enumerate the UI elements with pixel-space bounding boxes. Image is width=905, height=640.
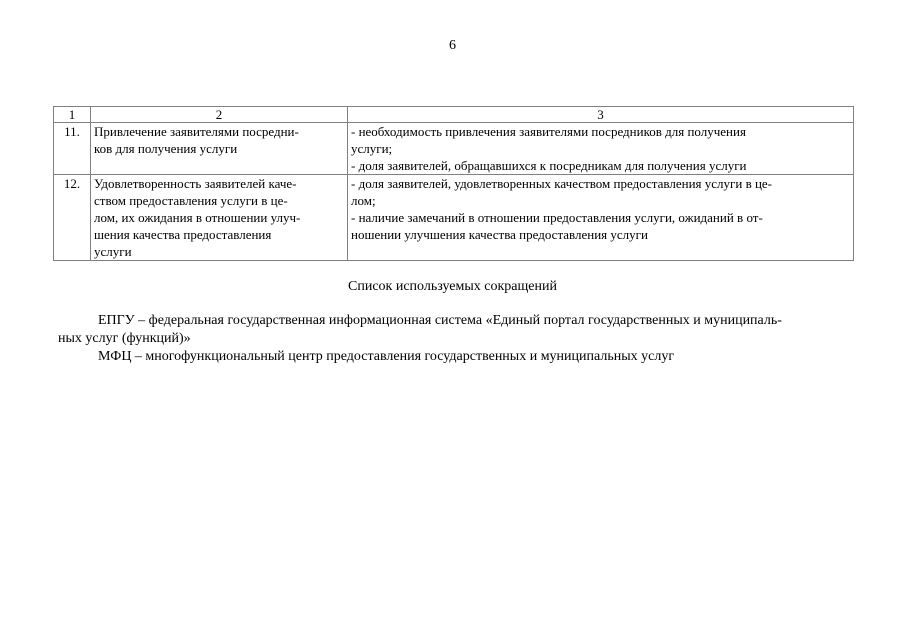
table-header-cell: 2 [91,107,348,123]
indicator-name-cell [91,175,348,261]
cell-line: ством предоставления услуги в це- [94,193,288,208]
cell-line: лом, их ожидания в отношении улуч- [94,210,301,225]
indicator-value-cell [348,175,854,261]
cell-line: - наличие замечаний в отношении предоставления услуги, ожиданий в от- [351,210,763,225]
abbreviation-item [58,312,848,348]
cell-line: - доля заявителей, обращавшихся к посредникам для получения услуги [351,158,747,173]
cell-line: Удовлетворенность заявителей каче- [94,176,297,191]
indicator-value-cell [348,123,854,175]
indicator-name-cell [91,123,348,175]
table-row [54,175,854,261]
cell-line: услуги [94,244,132,259]
cell-line: - доля заявителей, удовлетворенных качеством предоставления услуги в це- [351,176,773,191]
cell-line: ношении улучшения качества предоставления услуги [351,227,648,242]
table-header-cell: 3 [348,107,854,123]
abbreviation-line: МФЦ – многофункциональный центр предоставления государственных и муниципальных услуг [98,349,675,364]
cell-line: лом; [351,193,376,208]
cell-line: - необходимость привлечения заявителями посредников для получения [351,124,746,139]
cell-line: Привлечение заявителями посредни- [94,124,299,139]
page-number: 6 [449,38,456,53]
row-number: 11. [54,123,91,175]
abbreviation-line: ных услуг (функций)» [58,331,191,346]
abbreviations-title: Список используемых сокращений [348,279,557,294]
table-header-row [54,107,854,123]
table-row [54,123,854,175]
cell-line: услуги; [351,141,393,156]
abbreviation-item [58,348,848,366]
row-number: 12. [54,175,91,261]
table-header-cell: 1 [54,107,91,123]
cell-line: ков для получения услуги [94,141,238,156]
abbreviation-line: ЕПГУ – федеральная государственная информационная система «Единый портал государственных и муниципаль- [98,313,782,328]
indicators-table [53,106,854,261]
cell-line: шения качества предоставления [94,227,272,242]
abbreviations-list [58,312,848,366]
